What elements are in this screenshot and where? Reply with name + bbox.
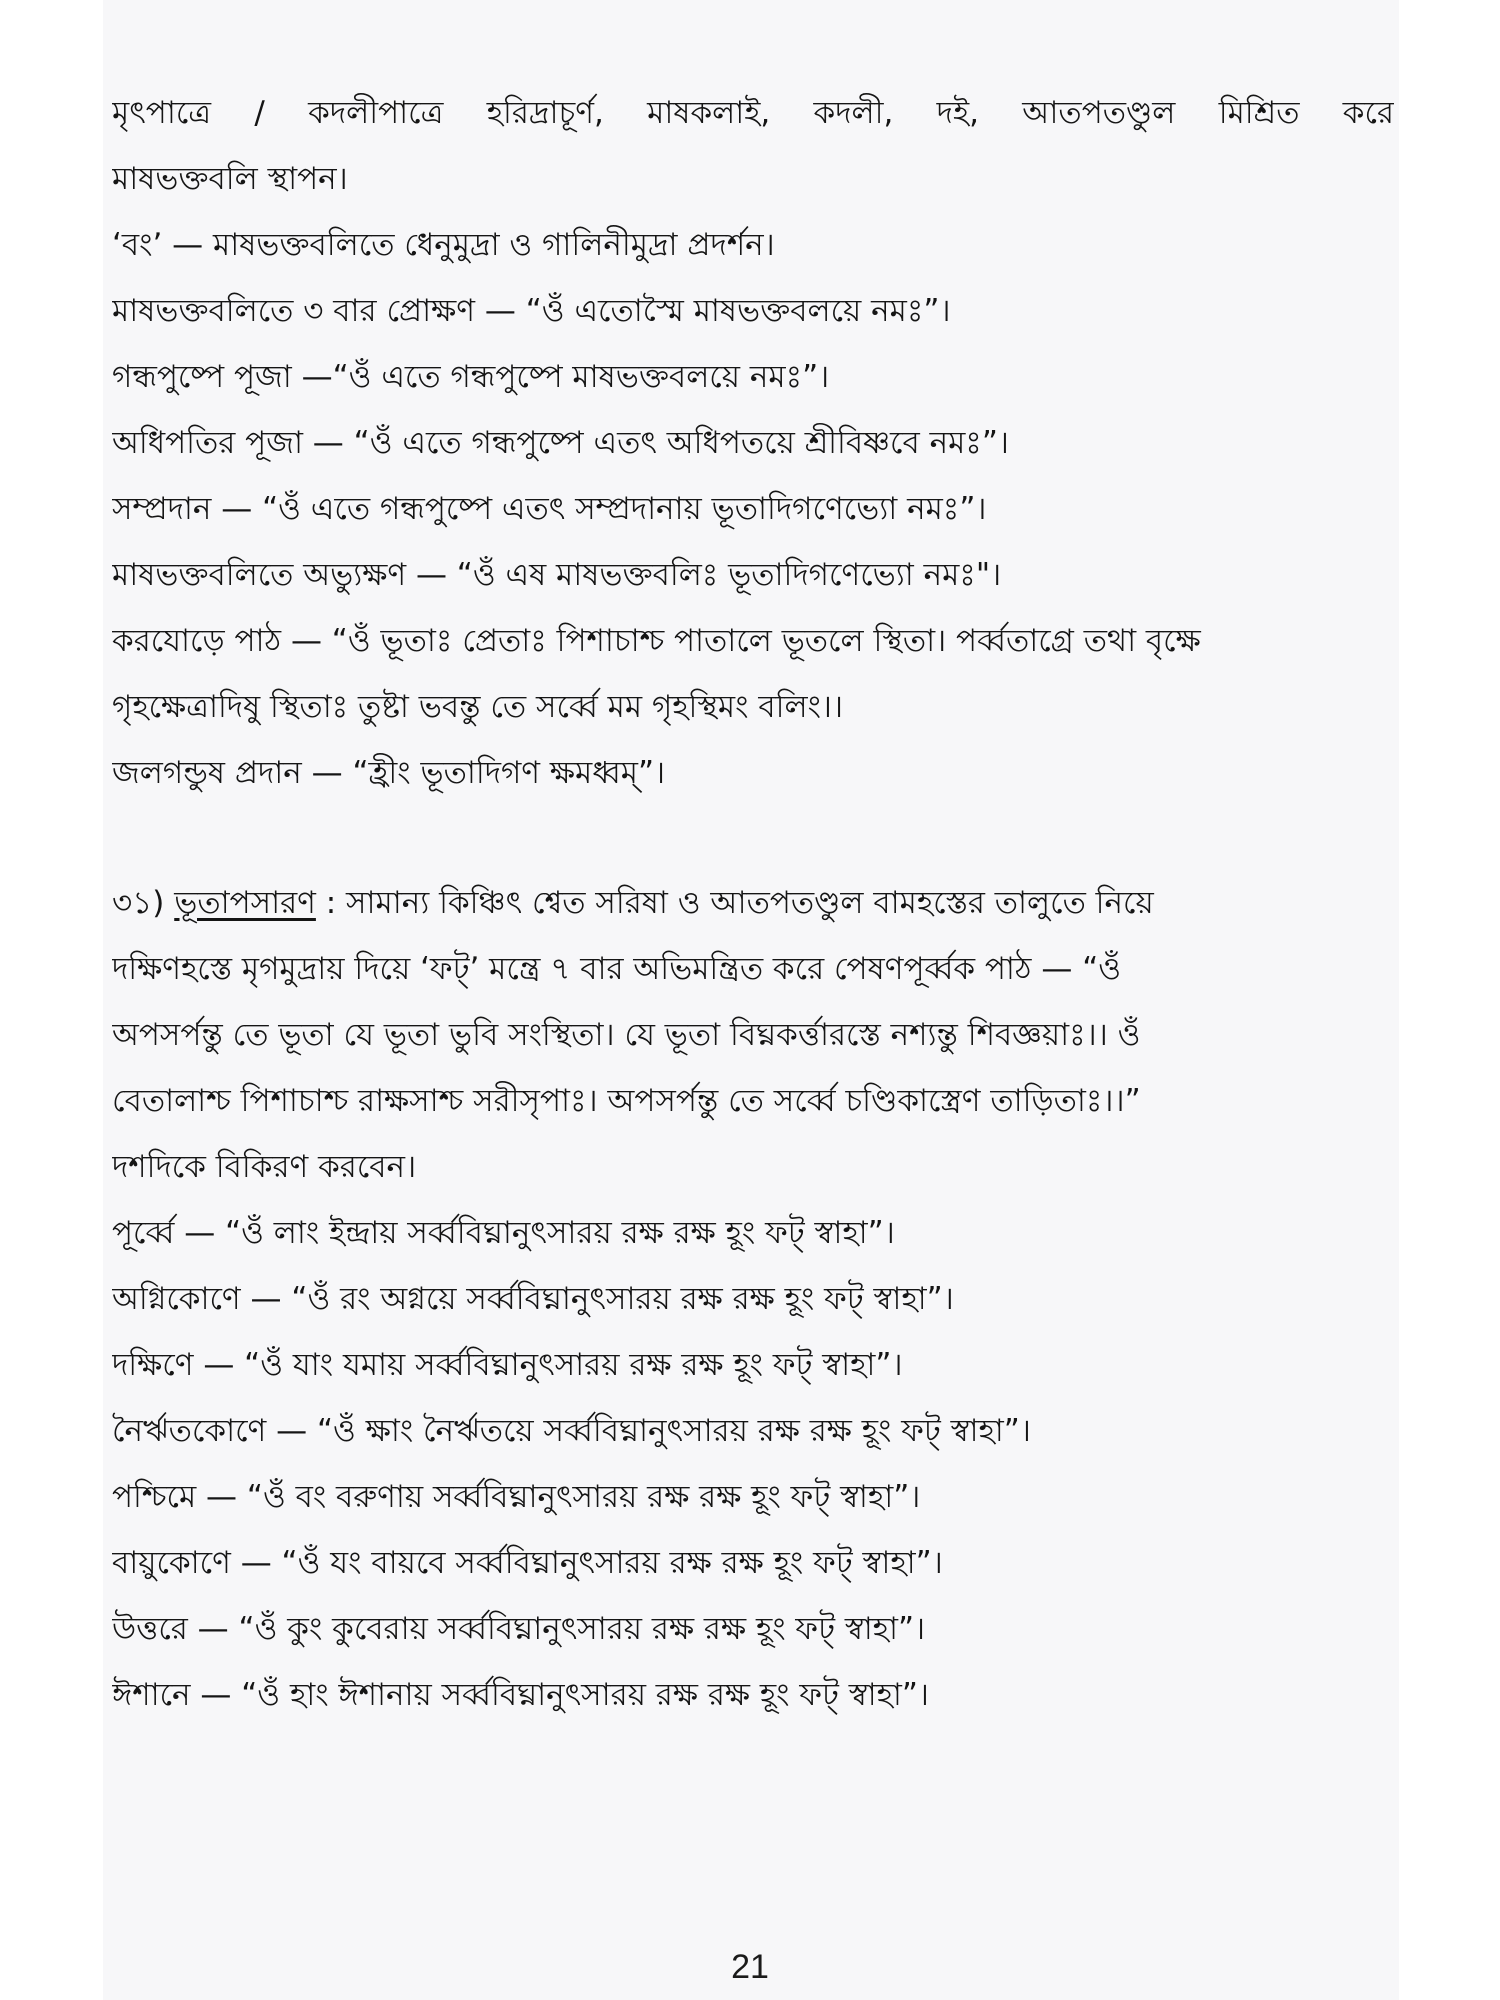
text-line: বায়ুকোণে — “ওঁ যং বায়বে সর্ব্ববিঘ্নানুৎসারয় রক্ষ রক্ষ হূং ফট্ স্বাহা”।	[112, 1545, 943, 1581]
section-number: ৩১)	[112, 885, 165, 921]
text-line: বেতালাশ্চ পিশাচাশ্চ রাক্ষসাশ্চ সরীসৃপাঃ। অপসর্পন্তু তে সর্ব্বে চণ্ডিকাস্ত্রেণ তাড়িতাঃ।।”	[112, 1083, 1141, 1119]
text-line: করযোড়ে পাঠ — “ওঁ ভূতাঃ প্রেতাঃ পিশাচাশ্চ পাতালে ভূতলে স্থিতা। পর্ব্বতাগ্রে তথা বৃক্ষে	[112, 623, 1201, 659]
text-line: সম্প্রদান — “ওঁ এতে গন্ধপুষ্পে এতৎ সম্প্রদানায় ভূতাদিগণেভ্যো নমঃ”।	[112, 491, 987, 527]
text-line: নৈর্ঋতকোণে — “ওঁ ক্ষাং নৈর্ঋতয়ে সর্ব্ববিঘ্নানুৎসারয় রক্ষ রক্ষ হূং ফট্ স্বাহা”।	[112, 1413, 1031, 1449]
text-line: জলগন্ডুষ প্রদান — “হ্রীং ভূতাদিগণ ক্ষমধ্বম্”।	[112, 755, 666, 791]
text-line: দক্ষিণহস্তে মৃগমুদ্রায় দিয়ে ‘ফট্’ মন্ত্রে ৭ বার অভিমন্ত্রিত করে পেষণপূর্ব্বক পাঠ — “ওঁ	[112, 951, 1122, 987]
text-line: দশদিকে বিকিরণ করবেন।	[112, 1149, 417, 1185]
text-line: মাষভক্তবলিতে ৩ বার প্রোক্ষণ — “ওঁ এতোস্মৈ মাষভক্তবলয়ে নমঃ”।	[112, 293, 951, 329]
page-body	[112, 80, 1394, 1728]
text-line: পশ্চিমে — “ওঁ বং বরুণায় সর্ব্ববিঘ্নানুৎসারয় রক্ষ রক্ষ হূং ফট্ স্বাহা”।	[112, 1479, 921, 1515]
text-line: উত্তরে — “ওঁ কুং কুবেরায় সর্ব্ববিঘ্নানুৎসারয় রক্ষ রক্ষ হূং ফট্ স্বাহা”।	[112, 1611, 926, 1647]
text-line: মৃৎপাত্রে / কদলীপাত্রে হরিদ্রাচূর্ণ, মাষকলাই, কদলী, দই, আতপতণ্ডুল মিশ্রিত করে	[112, 95, 1394, 131]
text-line: দক্ষিণে — “ওঁ যাং যমায় সর্ব্ববিঘ্নানুৎসারয় রক্ষ রক্ষ হূং ফট্ স্বাহা”।	[112, 1347, 903, 1383]
text-line: পূর্ব্বে — “ওঁ লাং ইন্দ্রায় সর্ব্ববিঘ্নানুৎসারয় রক্ষ রক্ষ হূং ফট্ স্বাহা”।	[112, 1215, 895, 1251]
section-spacer	[112, 806, 1394, 870]
text-line: মাষভক্তবলি স্থাপন।	[112, 161, 348, 197]
section-text: : সামান্য কিঞ্চিৎ শ্বেত সরিষা ও আতপতণ্ডুল বামহস্তের তালুতে নিয়ে	[315, 885, 1154, 921]
text-line: গৃহক্ষেত্রাদিষু স্থিতাঃ তুষ্টা ভবন্তু তে সর্ব্বে মম গৃহস্থিমং বলিং।।	[112, 689, 844, 725]
text-line: মাষভক্তবলিতে অভ্যুক্ষণ — “ওঁ এষ মাষভক্তবলিঃ ভূতাদিগণেভ্যো নমঃ"।	[112, 557, 1002, 593]
page-number: 21	[731, 1948, 769, 1986]
text-line: অধিপতির পূজা — “ওঁ এতে গন্ধপুষ্পে এতৎ অধিপতয়ে শ্রীবিষ্ণবে নমঃ”।	[112, 425, 1009, 461]
text-line: অগ্নিকোণে — “ওঁ রং অগ্নয়ে সর্ব্ববিঘ্নানুৎসারয় রক্ষ রক্ষ হূং ফট্ স্বাহা”।	[112, 1281, 954, 1317]
section-heading: ভূতাপসারণ	[174, 885, 316, 921]
text-line: ঈশানে — “ওঁ হাং ঈশানায় সর্ব্ববিঘ্নানুৎসারয় রক্ষ রক্ষ হূং ফট্ স্বাহা”।	[112, 1677, 930, 1713]
text-line: ‘বং’ — মাষভক্তবলিতে ধেনুমুদ্রা ও গালিনীমুদ্রা প্রদর্শন।	[112, 227, 775, 263]
section-31-first-line	[112, 870, 1394, 936]
text-line: অপসর্পন্তু তে ভূতা যে ভূতা ভুবি সংস্থিতা। যে ভূতা বিঘ্নকর্ত্তারস্তে নশ্যন্তু শিবজ্ঞয়াঃ।। ওঁ	[112, 1017, 1141, 1053]
text-line: গন্ধপুষ্পে পূজা —“ওঁ এতে গন্ধপুষ্পে মাষভক্তবলয়ে নমঃ”।	[112, 359, 830, 395]
